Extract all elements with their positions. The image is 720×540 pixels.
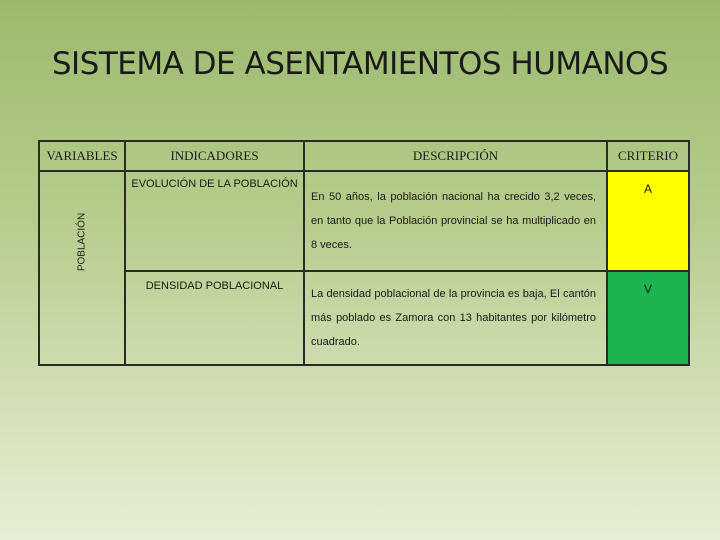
criterio-badge-a: A [607, 171, 689, 271]
header-descripcion: DESCRIPCIÓN [304, 141, 607, 171]
variable-cell [39, 171, 125, 365]
variable-label: POBLACIÓN [76, 212, 88, 272]
description-cell: En 50 años, la población nacional ha crecido 3,2 veces, en tanto que la Población provincial se ha multiplicado en 8 veces. [304, 171, 607, 271]
criterio-badge-v: V [607, 271, 689, 365]
slide-title: SISTEMA DE ASENTAMIENTOS HUMANOS [51, 46, 669, 82]
header-row [39, 141, 689, 171]
header-indicadores: INDICADORES [125, 141, 304, 171]
indicator-cell: EVOLUCIÓN DE LA POBLACIÓN [125, 171, 304, 271]
assessment-table [38, 140, 690, 366]
table-row [39, 171, 689, 271]
description-cell: La densidad poblacional de la provincia es baja, El cantón más poblado es Zamora con 13 habitantes por kilómetro cuadrado. [304, 271, 607, 365]
indicator-cell: DENSIDAD POBLACIONAL [125, 271, 304, 365]
header-criterio: CRITERIO [607, 141, 689, 171]
header-variables: VARIABLES [39, 141, 125, 171]
table-row [39, 271, 689, 365]
